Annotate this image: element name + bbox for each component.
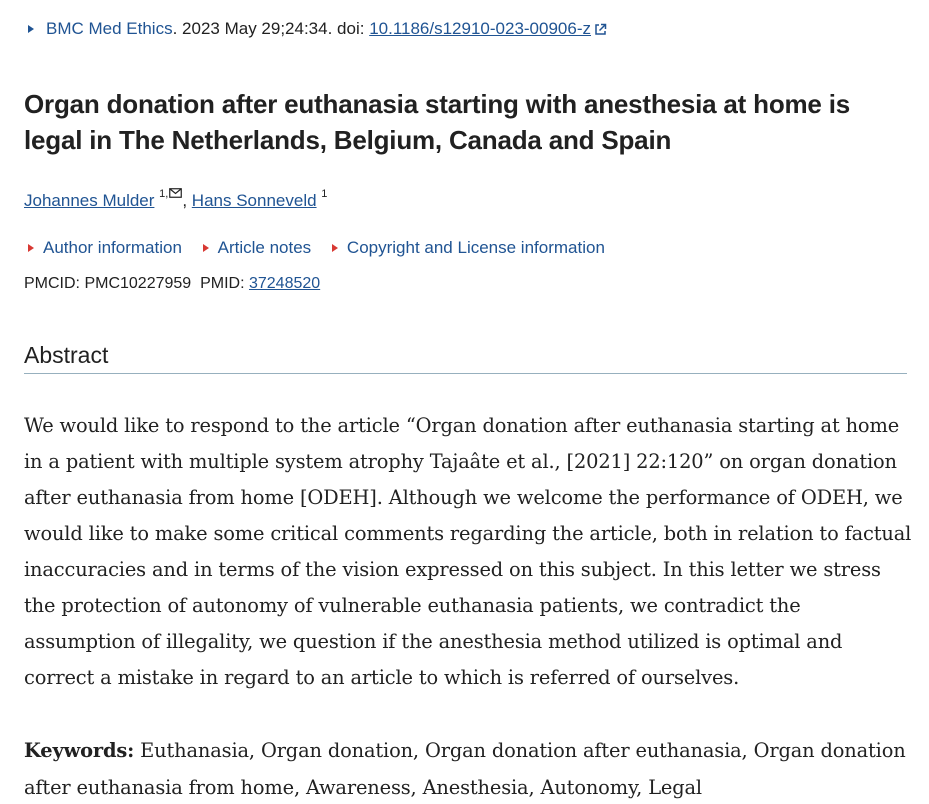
article-notes-label[interactable]: Article notes xyxy=(217,238,312,257)
disclosure-triangle-icon xyxy=(332,244,338,252)
pmid-label: PMID: xyxy=(200,275,249,292)
keywords-section xyxy=(24,732,914,804)
journal-link[interactable]: BMC Med Ethics xyxy=(46,19,173,38)
article-title: Organ donation after euthanasia starting with anesthesia at home is legal in The Netherlands, Belgium, Canada and Spain xyxy=(24,89,850,155)
author-affiliation-sonneveld[interactable]: 1 xyxy=(321,188,328,201)
copyright-license-label[interactable]: Copyright and License information xyxy=(346,238,605,257)
disclosure-triangle-icon xyxy=(203,244,209,252)
doi-link[interactable]: 10.1186/s12910-023-00906-z xyxy=(369,19,591,38)
email-icon[interactable] xyxy=(169,180,182,206)
pmcid-label: PMCID: xyxy=(24,275,85,292)
keywords-label: Keywords: xyxy=(24,739,135,762)
pmcid-value: PMC10227959 xyxy=(84,275,192,292)
author-information-label[interactable]: Author information xyxy=(43,238,182,257)
pmid-link[interactable]: 37248520 xyxy=(248,275,321,292)
external-link-icon[interactable] xyxy=(594,19,607,43)
author-affiliation-mulder[interactable]: 1, xyxy=(159,188,169,201)
abstract-heading: Abstract xyxy=(24,342,109,368)
author-link-mulder[interactable]: Johannes Mulder xyxy=(24,191,155,210)
citation-details: . 2023 May 29;24:34. doi: xyxy=(172,19,370,38)
citation-line xyxy=(24,17,607,43)
copyright-license-toggle[interactable] xyxy=(328,238,605,257)
disclosure-triangle-icon[interactable] xyxy=(28,25,34,33)
article-info-links xyxy=(24,235,617,261)
abstract-divider xyxy=(24,373,907,374)
author-separator: , xyxy=(182,191,192,210)
article-notes-toggle[interactable] xyxy=(199,238,312,257)
author-information-toggle[interactable] xyxy=(24,238,182,257)
keywords-list: Euthanasia, Organ donation, Organ donation after euthanasia, Organ donation after euthanasia from home, Awareness, Anesthesia, Autonomy, Legal xyxy=(24,739,906,799)
author-link-sonneveld[interactable]: Hans Sonneveld xyxy=(191,191,317,210)
abstract-text: We would like to respond to the article “Organ donation after euthanasia starting at home in a patient with multiple system atrophy Tajaâte et al., [2021] 22:120” on organ donation after euthanasia from home [ODEH]. Although we welcome the performance of ODEH, we would like to make some critical comments regarding the article, both in relation to factual inaccuracies and in terms of the vision expressed on this subject. In this letter we stress the protection of autonomy of vulnerable euthanasia patients, we contradict the assumption of illegality, we question if the anesthesia method utilized is optimal and correct a mistake in regard to an article to which is referred of ourselves. xyxy=(24,414,912,689)
disclosure-triangle-icon xyxy=(28,244,34,252)
article-identifiers xyxy=(24,271,320,297)
author-list xyxy=(24,180,327,214)
